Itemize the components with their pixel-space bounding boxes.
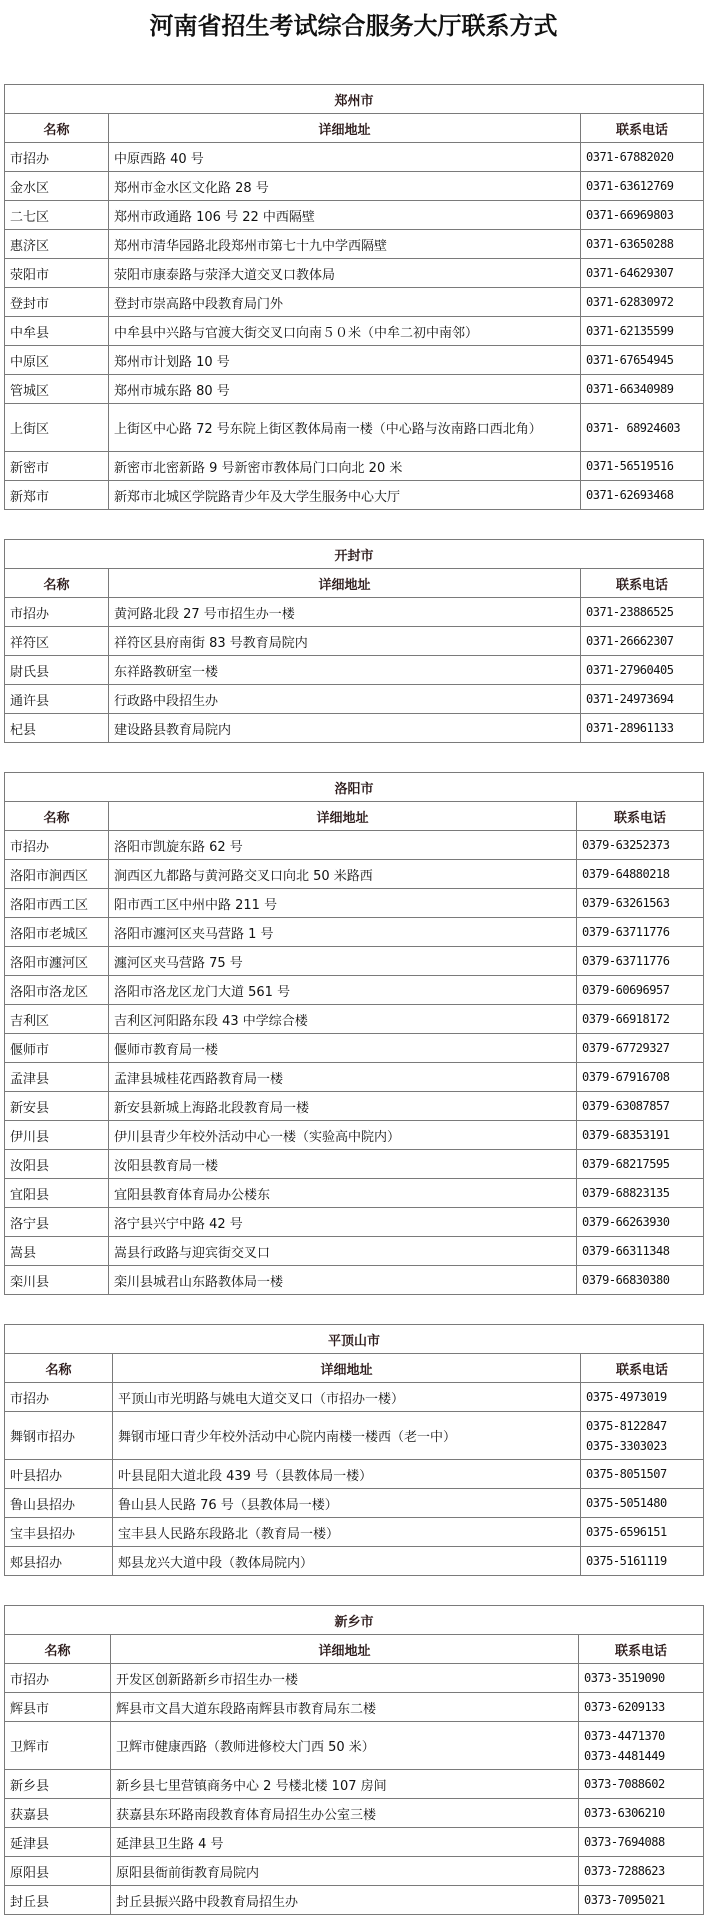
table-row [5,1179,704,1208]
table-gap [0,510,707,539]
office-address: 新密市北密新路 9 号新密市教体局门口向北 20 米 [109,452,581,481]
office-address: 登封市崇高路中段教育局门外 [109,288,581,317]
column-header-address: 详细地址 [109,569,581,598]
city-name-header: 郑州市 [5,85,704,114]
phone-number: 0371-26662307 [586,634,674,648]
office-name: 郏县招办 [5,1547,113,1576]
office-name: 通许县 [5,685,109,714]
phone-number: 0373-7288623 [584,1864,665,1878]
column-header-address: 详细地址 [111,1635,579,1664]
table-row [5,375,704,404]
office-address: 嵩县行政路与迎宾街交叉口 [109,1237,577,1266]
office-name: 辉县市 [5,1693,111,1722]
office-address: 偃师市教育局一楼 [109,1034,577,1063]
office-name: 延津县 [5,1828,111,1857]
office-phone [579,1799,704,1828]
office-phone [581,375,704,404]
phone-number: 0379-66311348 [582,1244,670,1258]
office-name: 洛阳市瀍河区 [5,947,109,976]
office-name: 荥阳市 [5,259,109,288]
table-row [5,1828,704,1857]
phone-number: 0375-5051480 [586,1496,667,1510]
office-address: 辉县市文昌大道东段路南辉县市教育局东二楼 [111,1693,579,1722]
table-row [5,1799,704,1828]
office-phone [581,1460,704,1489]
city-tables [0,84,707,1915]
city-name-header: 新乡市 [5,1606,704,1635]
phone-number: 0371-62135599 [586,324,674,338]
phone-number: 0371-23886525 [586,605,674,619]
office-phone [577,1179,704,1208]
office-name: 祥符区 [5,627,109,656]
office-phone [581,627,704,656]
office-phone [579,1886,704,1915]
office-name: 宝丰县招办 [5,1518,113,1547]
office-address: 郑州市城东路 80 号 [109,375,581,404]
office-address: 东祥路教研室一楼 [109,656,581,685]
office-name: 中牟县 [5,317,109,346]
office-address: 新安县新城上海路北段教育局一楼 [109,1092,577,1121]
office-phone [581,598,704,627]
table-row [5,1489,704,1518]
office-phone [581,1383,704,1412]
office-name: 宜阳县 [5,1179,109,1208]
office-phone [577,976,704,1005]
table-row [5,143,704,172]
office-name: 封丘县 [5,1886,111,1915]
office-address: 洛阳市瀍河区夹马营路 1 号 [109,918,577,947]
office-name: 舞钢市招办 [5,1412,113,1460]
table-row [5,452,704,481]
office-phone [581,1412,704,1460]
office-phone [579,1664,704,1693]
office-phone [577,889,704,918]
phone-number: 0371-27960405 [586,663,674,677]
phone-number: 0371-63650288 [586,237,674,251]
phone-number: 0371- 68924603 [586,420,681,435]
column-header-address: 详细地址 [109,802,577,831]
office-address: 宜阳县教育体育局办公楼东 [109,1179,577,1208]
office-address: 祥符区县府南街 83 号教育局院内 [109,627,581,656]
office-name: 新密市 [5,452,109,481]
table-row [5,1005,704,1034]
column-header-name: 名称 [5,569,109,598]
office-name: 伊川县 [5,1121,109,1150]
office-phone [577,918,704,947]
phone-number: 0379-68353191 [582,1128,670,1142]
office-phone [577,1266,704,1295]
table-row [5,1722,704,1770]
office-name: 登封市 [5,288,109,317]
office-address: 洛阳市凯旋东路 62 号 [109,831,577,860]
office-phone [581,346,704,375]
table-row [5,1412,704,1460]
office-phone [581,288,704,317]
office-name: 吉利区 [5,1005,109,1034]
phone-number: 0371-66340989 [586,382,674,396]
office-address: 上街区中心路 72 号东院上街区教体局南一楼（中心路与汝南路口西北角） [109,404,581,452]
table-row [5,1208,704,1237]
phone-number: 0373-7088602 [584,1777,665,1791]
table-row [5,656,704,685]
table-row [5,288,704,317]
phone-number: 0371-67654945 [586,353,674,367]
table-row [5,1547,704,1576]
office-phone [581,317,704,346]
table-row [5,889,704,918]
column-header-name: 名称 [5,1635,111,1664]
office-phone [581,143,704,172]
table-row [5,1770,704,1799]
table-row [5,860,704,889]
city-name-header: 平顶山市 [5,1325,704,1354]
table-row [5,1518,704,1547]
table-row [5,1266,704,1295]
phone-number: 0379-63087857 [582,1099,670,1113]
office-phone [577,831,704,860]
column-header-phone: 联系电话 [581,114,704,143]
office-address: 洛阳市洛龙区龙门大道 561 号 [109,976,577,1005]
phone-number: 0373-4481449 [584,1748,665,1763]
phone-number: 0373-7694088 [584,1835,665,1849]
office-name: 原阳县 [5,1857,111,1886]
office-address: 行政路中段招生办 [109,685,581,714]
table-gap [0,1576,707,1605]
city-table [4,1324,704,1576]
office-phone [581,481,704,510]
table-row [5,685,704,714]
office-phone [581,172,704,201]
office-name: 管城区 [5,375,109,404]
office-phone [577,947,704,976]
column-header-name: 名称 [5,114,109,143]
phone-number: 0379-66830380 [582,1273,670,1287]
phone-number: 0371-64629307 [586,266,674,280]
column-header-phone: 联系电话 [577,802,704,831]
table-row [5,918,704,947]
city-name-header: 开封市 [5,540,704,569]
phone-number: 0371-66969803 [586,208,674,222]
office-address: 获嘉县东环路南段教育体育局招生办公室三楼 [111,1799,579,1828]
office-address: 舞钢市垭口青少年校外活动中心院内南楼一楼西（老一中） [113,1412,581,1460]
office-address: 郑州市政通路 106 号 22 中西隔壁 [109,201,581,230]
phone-number: 0371-56519516 [586,459,674,473]
column-header-name: 名称 [5,1354,113,1383]
office-name: 鲁山县招办 [5,1489,113,1518]
phone-number: 0375-5161119 [586,1554,667,1568]
phone-number: 0379-63711776 [582,925,670,939]
phone-number: 0379-63711776 [582,954,670,968]
office-phone [581,201,704,230]
office-name: 市招办 [5,143,109,172]
phone-number: 0375-8051507 [586,1467,667,1481]
table-row [5,1460,704,1489]
office-address: 孟津县城桂花西路教育局一楼 [109,1063,577,1092]
table-row [5,1150,704,1179]
column-header-phone: 联系电话 [581,569,704,598]
office-name: 汝阳县 [5,1150,109,1179]
phone-number: 0375-3303023 [586,1438,667,1453]
table-row [5,1886,704,1915]
city-table [4,1605,704,1915]
office-address: 涧西区九都路与黄河路交叉口向北 50 米路西 [109,860,577,889]
office-name: 叶县招办 [5,1460,113,1489]
office-phone [581,685,704,714]
office-name: 市招办 [5,598,109,627]
phone-number: 0371-24973694 [586,692,674,706]
table-row [5,481,704,510]
office-name: 孟津县 [5,1063,109,1092]
office-name: 金水区 [5,172,109,201]
city-table [4,772,704,1295]
phone-number: 0373-6209133 [584,1700,665,1714]
office-address: 洛宁县兴宁中路 42 号 [109,1208,577,1237]
office-address: 汝阳县教育局一楼 [109,1150,577,1179]
city-table [4,539,704,743]
phone-number: 0373-4471370 [584,1728,665,1743]
city-table [4,84,704,510]
office-name: 偃师市 [5,1034,109,1063]
office-address: 延津县卫生路 4 号 [111,1828,579,1857]
office-phone [577,1034,704,1063]
city-name-header: 洛阳市 [5,773,704,802]
office-name: 洛宁县 [5,1208,109,1237]
table-gap [0,1295,707,1324]
office-phone [577,1150,704,1179]
phone-number: 0379-68217595 [582,1157,670,1171]
office-name: 嵩县 [5,1237,109,1266]
office-phone [581,1547,704,1576]
phone-number: 0371-62693468 [586,488,674,502]
table-row [5,1121,704,1150]
office-name: 惠济区 [5,230,109,259]
office-phone [581,656,704,685]
office-name: 中原区 [5,346,109,375]
office-phone [577,1237,704,1266]
office-name: 新乡县 [5,1770,111,1799]
office-phone [577,1063,704,1092]
office-address: 建设路县教育局院内 [109,714,581,743]
table-row [5,1237,704,1266]
office-address: 黄河路北段 27 号市招生办一楼 [109,598,581,627]
office-address: 开发区创新路新乡市招生办一楼 [111,1664,579,1693]
phone-number: 0379-67729327 [582,1041,670,1055]
office-address: 伊川县青少年校外活动中心一楼（实验高中院内） [109,1121,577,1150]
office-address: 吉利区河阳路东段 43 中学综合楼 [109,1005,577,1034]
table-row [5,172,704,201]
table-row [5,317,704,346]
table-row [5,831,704,860]
table-row [5,1063,704,1092]
office-name: 栾川县 [5,1266,109,1295]
office-address: 郏县龙兴大道中段（教体局院内） [113,1547,581,1576]
office-address: 新乡县七里营镇商务中心 2 号楼北楼 107 房间 [111,1770,579,1799]
phone-number: 0379-63261563 [582,896,670,910]
table-row [5,976,704,1005]
office-name: 市招办 [5,1383,113,1412]
office-address: 鲁山县人民路 76 号（县教体局一楼） [113,1489,581,1518]
office-address: 叶县昆阳大道北段 439 号（县教体局一楼） [113,1460,581,1489]
phone-number: 0379-60696957 [582,983,670,997]
table-row [5,1664,704,1693]
office-address: 阳市西工区中州中路 211 号 [109,889,577,918]
phone-number: 0375-6596151 [586,1525,667,1539]
column-header-name: 名称 [5,802,109,831]
office-phone [581,714,704,743]
column-header-phone: 联系电话 [579,1635,704,1664]
phone-number: 0371-63612769 [586,179,674,193]
phone-number: 0379-63252373 [582,838,670,852]
office-address: 中牟县中兴路与官渡大街交叉口向南５０米（中牟二初中南邻） [109,317,581,346]
office-address: 中原西路 40 号 [109,143,581,172]
office-phone [579,1857,704,1886]
office-name: 二七区 [5,201,109,230]
table-row [5,1034,704,1063]
office-phone [579,1828,704,1857]
column-header-phone: 联系电话 [581,1354,704,1383]
office-address: 郑州市清华园路北段郑州市第七十九中学西隔壁 [109,230,581,259]
table-row [5,627,704,656]
column-header-address: 详细地址 [113,1354,581,1383]
office-address: 新郑市北城区学院路青少年及大学生服务中心大厅 [109,481,581,510]
column-header-address: 详细地址 [109,114,581,143]
office-phone [577,1121,704,1150]
office-phone [579,1693,704,1722]
phone-number: 0373-7095021 [584,1893,665,1907]
office-address: 郑州市金水区文化路 28 号 [109,172,581,201]
office-name: 洛阳市老城区 [5,918,109,947]
office-name: 洛阳市西工区 [5,889,109,918]
office-address: 封丘县振兴路中段教育局招生办 [111,1886,579,1915]
office-name: 市招办 [5,1664,111,1693]
phone-number: 0379-66263930 [582,1215,670,1229]
office-phone [579,1770,704,1799]
office-phone [581,259,704,288]
office-name: 新安县 [5,1092,109,1121]
table-row [5,598,704,627]
office-address: 宝丰县人民路东段路北（教育局一楼） [113,1518,581,1547]
phone-number: 0379-66918172 [582,1012,670,1026]
phone-number: 0379-67916708 [582,1070,670,1084]
office-address: 栾川县城君山东路教体局一楼 [109,1266,577,1295]
table-row [5,1857,704,1886]
office-phone [581,1489,704,1518]
office-name: 市招办 [5,831,109,860]
office-phone [581,452,704,481]
office-phone [577,1005,704,1034]
table-row [5,230,704,259]
office-name: 上街区 [5,404,109,452]
table-row [5,404,704,452]
spacer [0,46,707,84]
table-row [5,201,704,230]
office-phone [579,1722,704,1770]
table-gap [0,743,707,772]
office-phone [581,1518,704,1547]
office-phone [581,404,704,452]
phone-number: 0371-62830972 [586,295,674,309]
office-phone [581,230,704,259]
table-row [5,259,704,288]
phone-number: 0373-3519090 [584,1671,665,1685]
page-title: 河南省招生考试综合服务大厅联系方式 [149,12,558,40]
office-name: 获嘉县 [5,1799,111,1828]
phone-number: 0379-68823135 [582,1186,670,1200]
office-name: 卫辉市 [5,1722,111,1770]
table-row [5,947,704,976]
phone-number: 0371-67882020 [586,150,674,164]
phone-number: 0379-64880218 [582,867,670,881]
table-row [5,1092,704,1121]
office-phone [577,860,704,889]
phone-number: 0373-6306210 [584,1806,665,1820]
office-address: 卫辉市健康西路（教师进修校大门西 50 米） [111,1722,579,1770]
office-name: 洛阳市涧西区 [5,860,109,889]
table-row [5,1693,704,1722]
table-row [5,346,704,375]
office-address: 瀍河区夹马营路 75 号 [109,947,577,976]
office-name: 新郑市 [5,481,109,510]
phone-number: 0371-28961133 [586,721,674,735]
table-row [5,1383,704,1412]
office-phone [577,1092,704,1121]
office-address: 荥阳市康泰路与荥泽大道交叉口教体局 [109,259,581,288]
office-address: 郑州市计划路 10 号 [109,346,581,375]
phone-number: 0375-4973019 [586,1390,667,1404]
office-address: 原阳县衙前街教育局院内 [111,1857,579,1886]
office-name: 洛阳市洛龙区 [5,976,109,1005]
office-name: 尉氏县 [5,656,109,685]
office-name: 杞县 [5,714,109,743]
office-phone [577,1208,704,1237]
phone-number: 0375-8122847 [586,1418,667,1433]
table-row [5,714,704,743]
office-address: 平顶山市光明路与姚电大道交叉口（市招办一楼） [113,1383,581,1412]
